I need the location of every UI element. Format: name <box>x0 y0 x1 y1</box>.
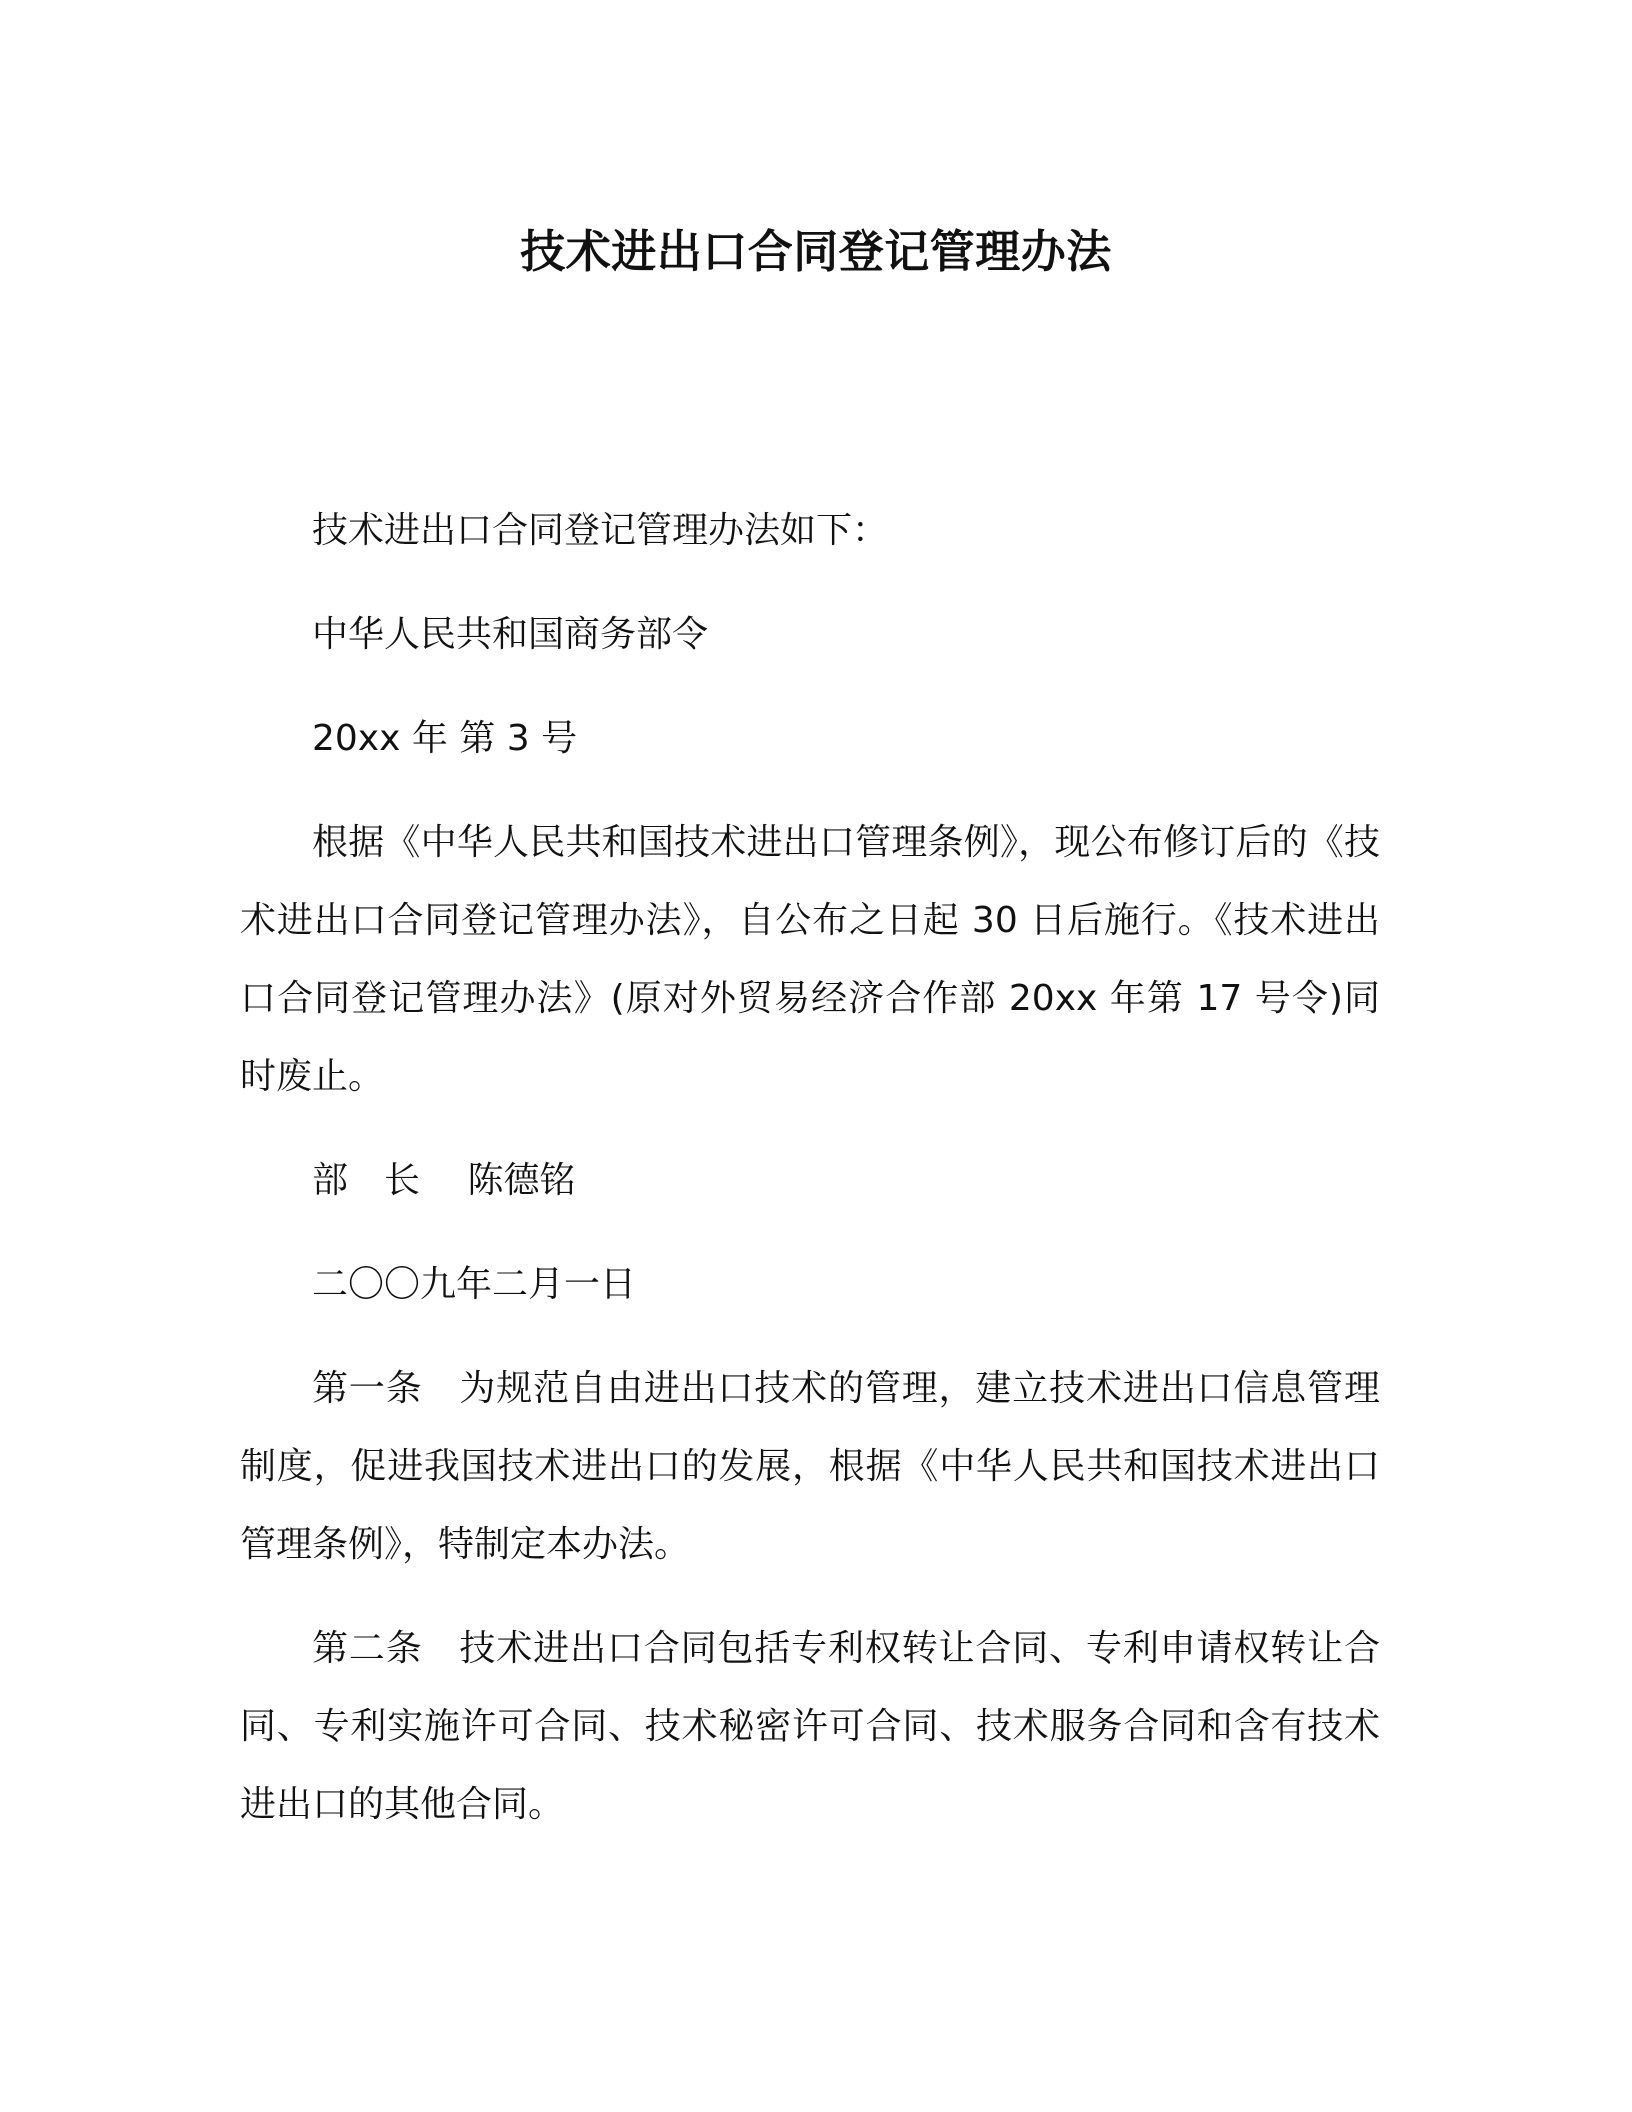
document-title: 技术进出口合同登记管理办法 <box>520 225 1112 278</box>
issuer-line: 中华人民共和国商务部令 <box>312 614 709 655</box>
promulgation-paragraph: 根据《中华人民共和国技术进出口管理条例》，现公布修订后的《技术进出口合同登记管理办法》，自公布之日起 30 日后施行。《技术进出口合同登记管理办法》(原对外贸易经济合作部 20xx 年第 17 号令)同时废止。 <box>240 822 1380 1097</box>
minister-signature-line: 部 长 陈德铭 <box>312 1160 576 1201</box>
intro-line: 技术进出口合同登记管理办法如下： <box>312 510 889 551</box>
article-1-paragraph: 第一条 为规范自由进出口技术的管理，建立技术进出口信息管理制度，促进我国技术进出口的发展，根据《中华人民共和国技术进出口管理条例》，特制定本办法。 <box>240 1368 1380 1565</box>
date-line: 二〇〇九年二月一日 <box>312 1264 637 1305</box>
document-body <box>240 492 1380 1870</box>
order-number-line: 20xx 年 第 3 号 <box>312 718 578 759</box>
article-2-paragraph: 第二条 技术进出口合同包括专利权转让合同、专利申请权转让合同、专利实施许可合同、技术秘密许可合同、技术服务合同和含有技术进出口的其他合同。 <box>240 1628 1380 1825</box>
